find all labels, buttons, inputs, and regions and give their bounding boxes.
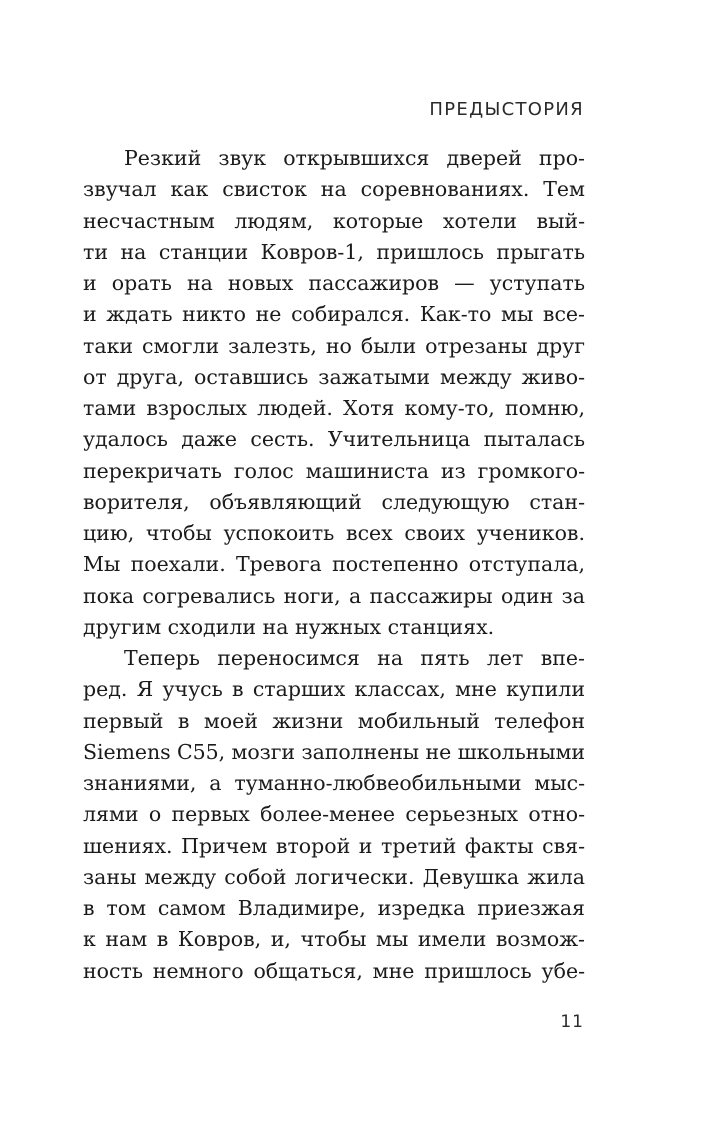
paragraph xyxy=(83,643,585,987)
running-head: ПРЕДЫСТОРИЯ xyxy=(429,99,584,120)
text-line: удалось даже сесть. Учительница пыталась xyxy=(83,427,585,452)
text-line: шениях. Причем второй и третий факты свя- xyxy=(83,833,585,858)
text-line: таки смогли залезть, но были отрезаны друг xyxy=(83,333,585,358)
text-line: и ждать никто не собирался. Как-то мы все- xyxy=(83,302,585,327)
text-line: несчастным людям, которые хотели вый- xyxy=(83,208,585,233)
text-line: Резкий звук открывшихся дверей про- xyxy=(124,146,585,170)
text-line: и орать на новых пассажиров — уступать xyxy=(83,271,585,295)
text-line: к нам в Ковров, и, чтобы мы имели возмож- xyxy=(83,927,585,952)
text-line: тами взрослых людей. Хотя кому-то, помню, xyxy=(83,396,585,420)
text-line: ти на станции Ковров-1, пришлось прыгать xyxy=(83,239,585,264)
text-line: звучал как свисток на соревнованиях. Тем xyxy=(83,177,585,202)
text-line: ред. Я учусь в старших классах, мне купили xyxy=(83,677,585,702)
text-line: Теперь переносимся на пять лет впе- xyxy=(124,646,585,670)
text-line: ность немного общаться, мне пришлось убе- xyxy=(83,958,585,983)
text-line: от друга, оставшись зажатыми между живо- xyxy=(83,364,585,389)
text-line: лями о первых более-менее серьезных отно- xyxy=(83,802,585,827)
text-line: перекричать голос машиниста из громкого- xyxy=(83,458,585,483)
body-text xyxy=(83,143,585,987)
text-line: Мы поехали. Тревога постепенно отступала, xyxy=(83,552,585,577)
text-line: заны между собой логически. Девушка жила xyxy=(83,864,585,889)
text-line: в том самом Владимире, изредка приезжая xyxy=(83,896,585,920)
paragraph xyxy=(83,143,585,643)
text-line: другим сходили на нужных станциях. xyxy=(83,614,495,639)
text-line: цию, чтобы успокоить всех своих учеников. xyxy=(83,521,585,545)
text-line: пока согревались ноги, а пассажиры один за xyxy=(83,583,585,608)
page-number: 11 xyxy=(560,1012,584,1032)
text-line: знаниями, а туманно-любвеобильными мыс- xyxy=(83,771,585,795)
text-line: Siemens C55, мозги заполнены не школьными xyxy=(83,739,585,764)
text-line: первый в моей жизни мобильный телефон xyxy=(83,708,585,733)
text-line: ворителя, объявляющий следующую стан- xyxy=(83,489,585,514)
